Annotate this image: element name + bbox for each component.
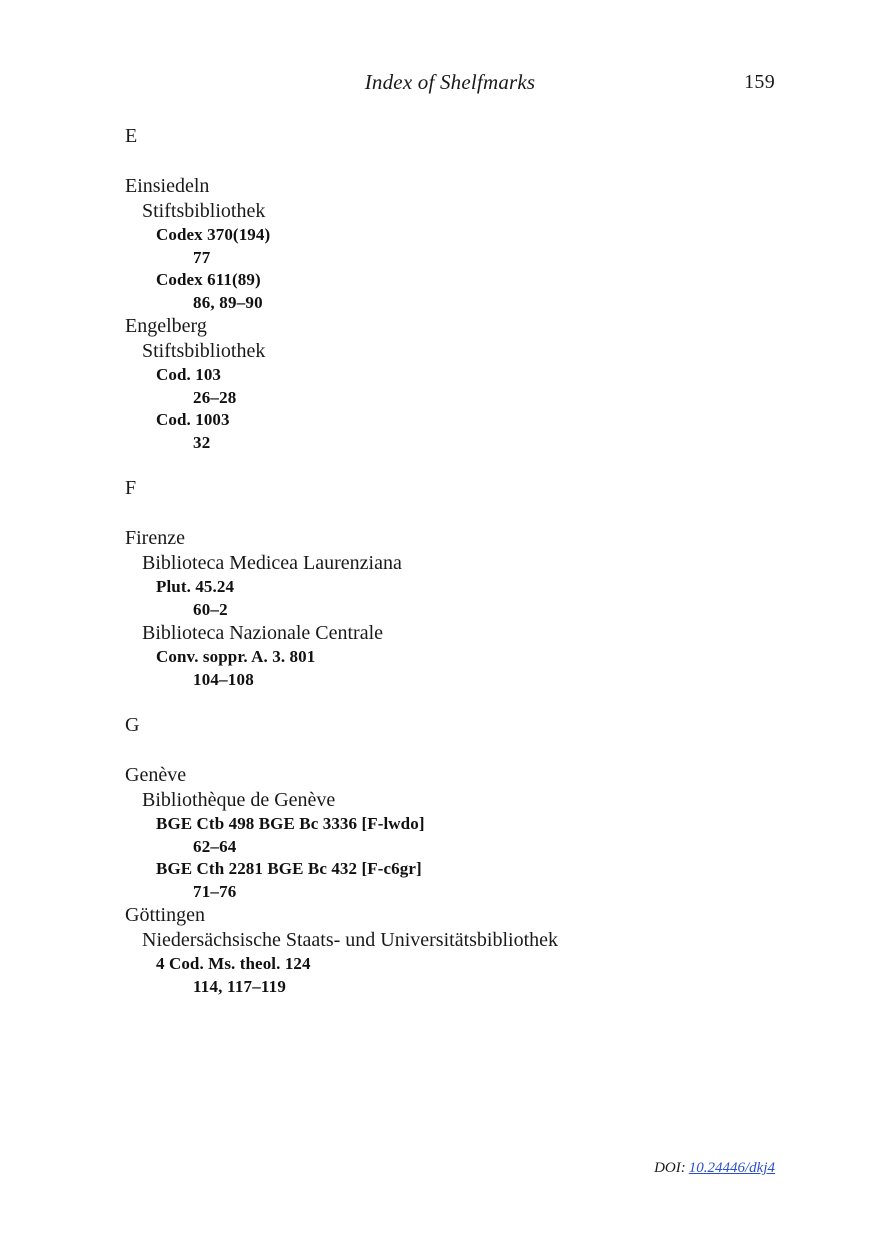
shelfmark: Plut. 45.24 (156, 577, 235, 596)
library-name: Niedersächsische Staats- und Universitätsbibliothek (142, 929, 559, 951)
shelfmark: Codex 611(89) (156, 270, 261, 289)
city-block (125, 314, 785, 454)
shelfmark: Cod. 103 (156, 365, 222, 384)
shelfmark: 4 Cod. Ms. theol. 124 (156, 954, 311, 973)
library-name: Stiftsbibliothek (142, 340, 266, 362)
city-name: Einsiedeln (125, 175, 210, 197)
city-block (125, 903, 785, 998)
page-references: 60–2 (193, 600, 228, 619)
letter-heading: G (125, 714, 140, 736)
running-head (125, 70, 775, 100)
letter-group (125, 476, 785, 691)
page-references: 26–28 (193, 388, 237, 407)
library-name: Biblioteca Nazionale Centrale (142, 622, 384, 644)
city-block (125, 763, 785, 903)
city-name: Göttingen (125, 904, 205, 926)
shelfmark: BGE Cth 2281 BGE Bc 432 [F-c6gr] (156, 859, 422, 878)
page-number: 159 (744, 71, 775, 93)
city-name: Genève (125, 764, 187, 786)
doi-label: DOI: (654, 1160, 686, 1176)
letter-group (125, 124, 785, 454)
letter-heading: E (125, 125, 138, 147)
page-references: 71–76 (193, 882, 237, 901)
letter-heading: F (125, 477, 137, 499)
page-references: 104–108 (193, 670, 254, 689)
page-references: 86, 89–90 (193, 293, 263, 312)
doi-link[interactable]: 10.24446/dkj4 (688, 1160, 775, 1176)
page-references: 77 (193, 248, 211, 267)
city-block (125, 174, 785, 314)
shelfmark: Codex 370(194) (156, 225, 271, 244)
page-references: 62–64 (193, 837, 237, 856)
shelfmark: BGE Ctb 498 BGE Bc 3336 [F-lwdo] (156, 814, 425, 833)
shelfmark: Cod. 1003 (156, 410, 230, 429)
city-name: Engelberg (125, 315, 207, 337)
library-name: Biblioteca Medicea Laurenziana (142, 552, 402, 574)
page-references: 114, 117–119 (193, 977, 287, 996)
page-references: 32 (193, 433, 211, 452)
city-name: Firenze (125, 527, 185, 549)
library-name: Bibliothèque de Genève (142, 789, 336, 811)
library-name: Stiftsbibliothek (142, 200, 266, 222)
index-body (125, 124, 785, 998)
letter-group (125, 713, 785, 998)
city-block (125, 526, 785, 691)
doi-footer (0, 1160, 775, 1177)
shelfmark: Conv. soppr. A. 3. 801 (156, 647, 316, 666)
running-head-title: Index of Shelfmarks (364, 70, 536, 94)
